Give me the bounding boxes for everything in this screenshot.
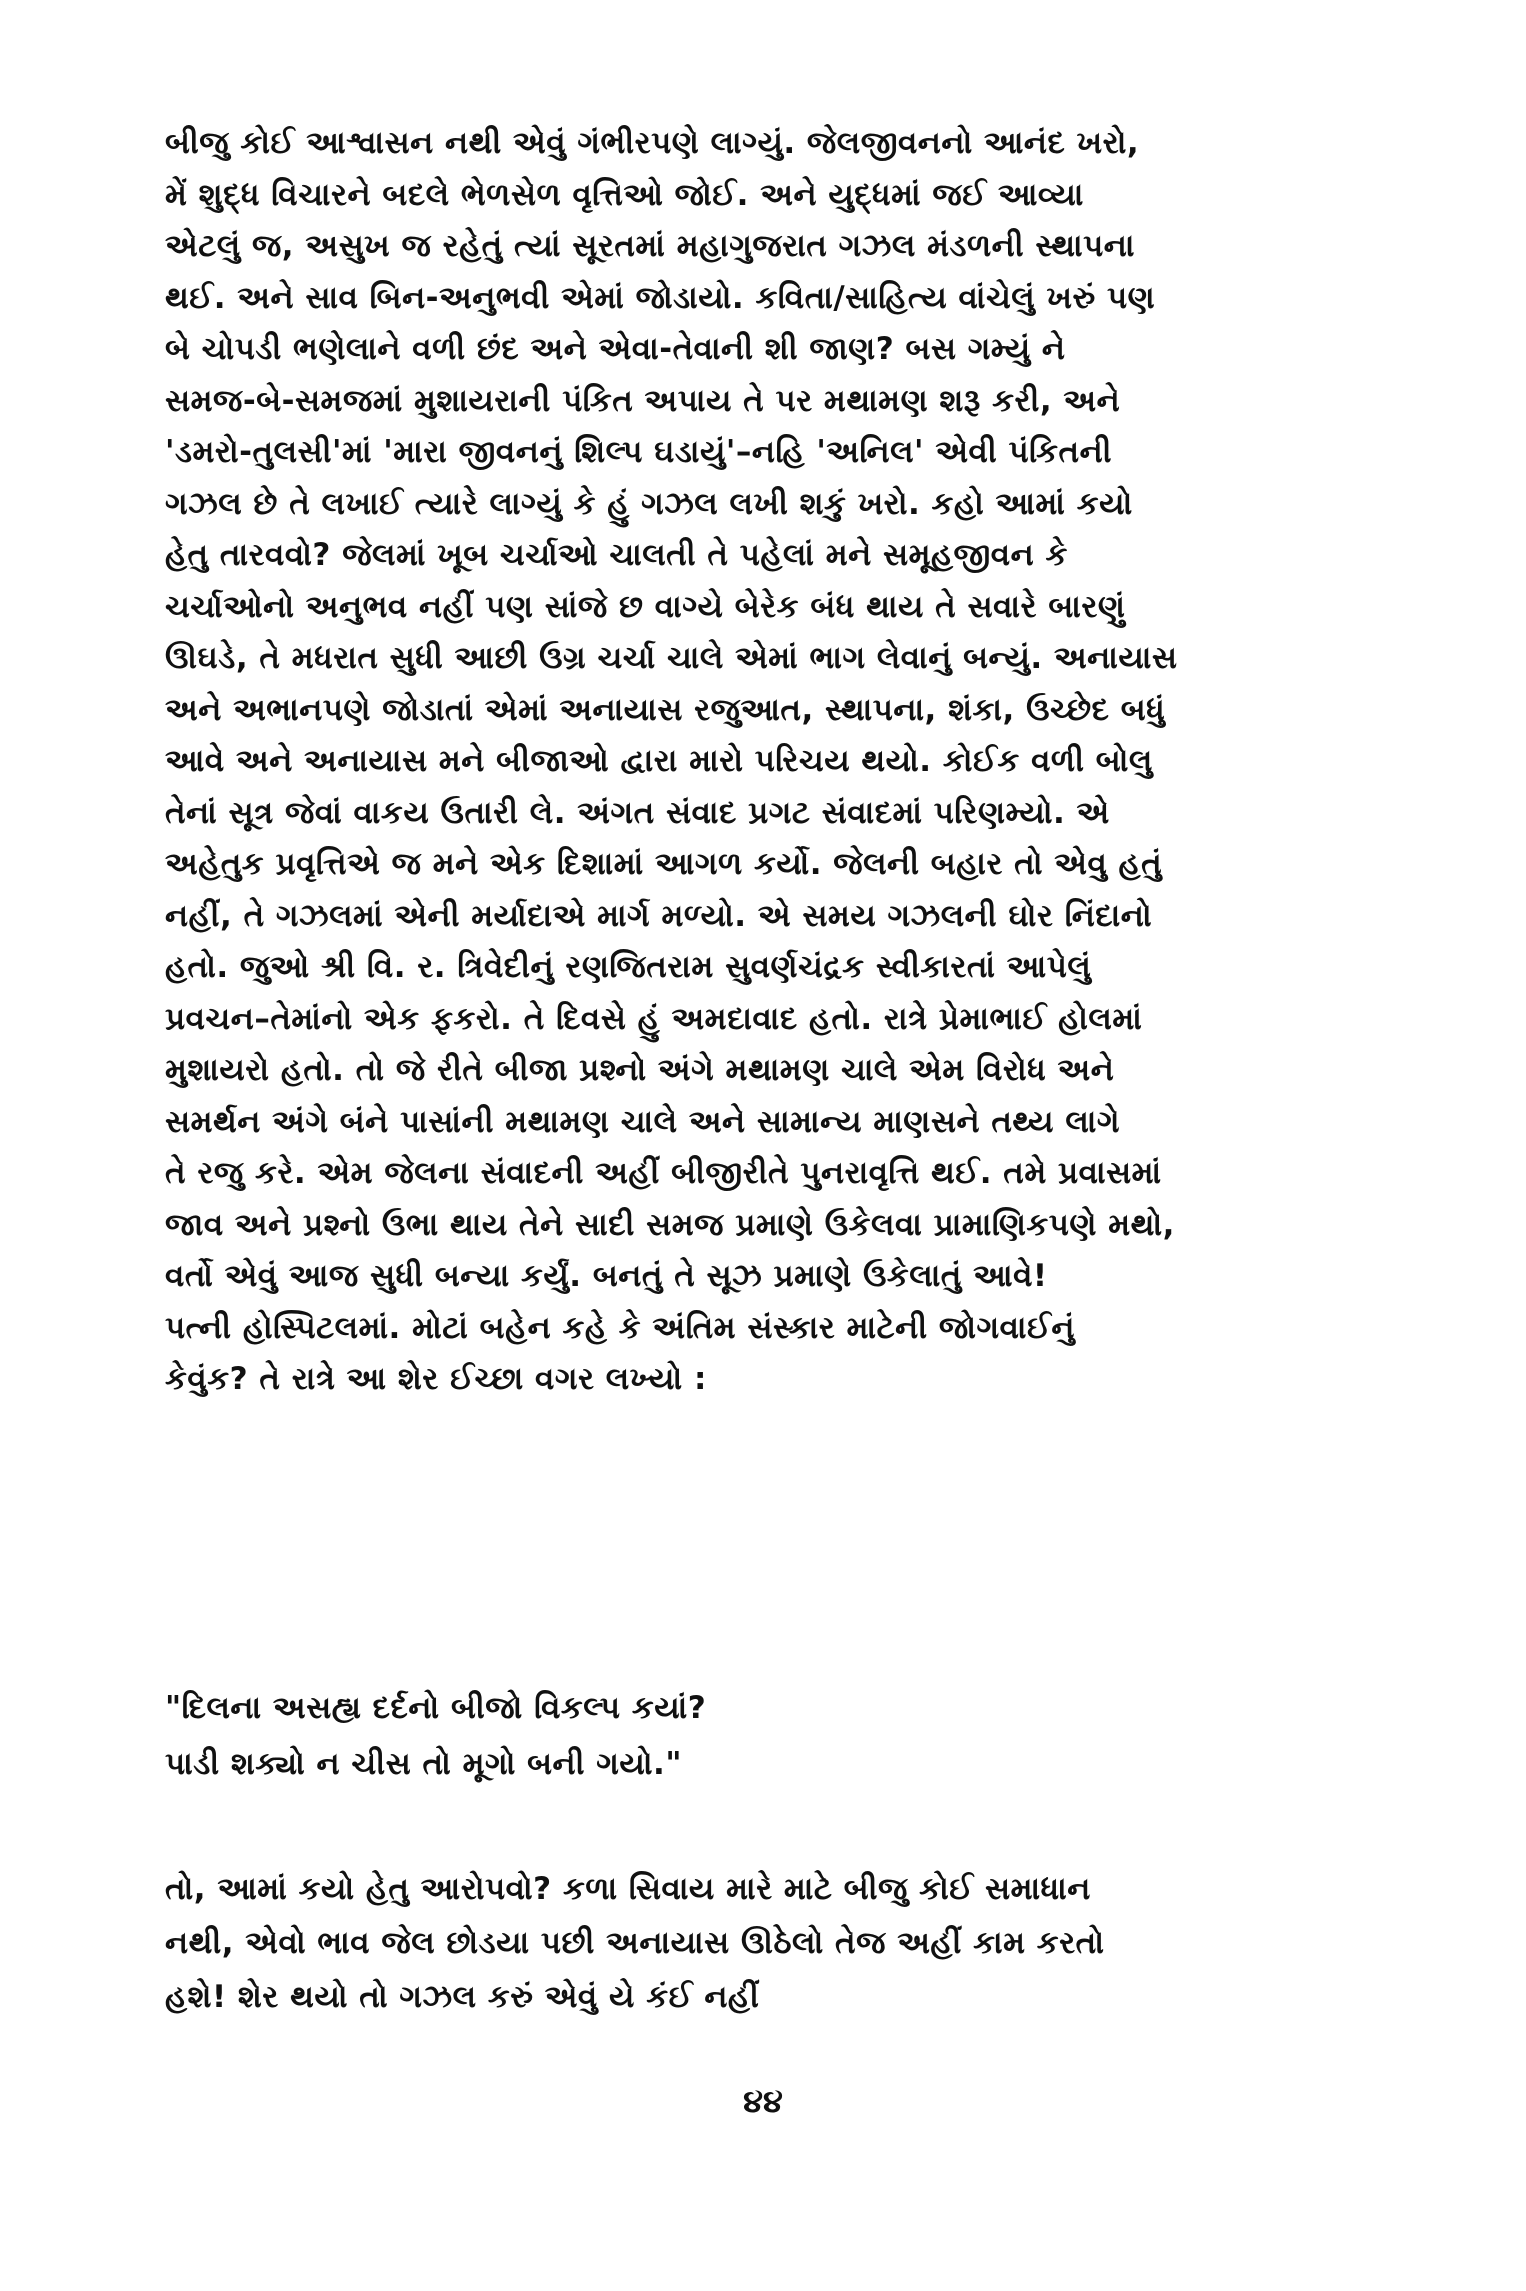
text-line: કેવુંક? તે રાત્રે આ શેર ઈચ્છા વગર લખ્યો : bbox=[165, 1361, 707, 1397]
text-line: નહીં, તે ગઝલમાં એની મર્યાદાએ માર્ગ મળ્યો. એ સમય ગઝલની ઘોર નિંદાનો bbox=[165, 897, 1153, 934]
text-line: તેનાં સૂત્ર જેવાં વાકય ઉતારી લે. અંગત સંવાદ પ્રગટ સંવાદમાં પરિણમ્યો. એ bbox=[165, 794, 1110, 831]
text-line: તે રજુ કરે. એમ જેલના સંવાદની અહીં બીજીરીતે પુનરાવૃત્તિ થઈ. તમે પ્રવાસમાં bbox=[165, 1155, 1162, 1191]
text-line: ઊઘડે, તે મધરાત સુધી આછી ઉગ્ર ચર્ચા ચાલે એમાં ભાગ લેવાનું બન્યું. અનાયાસ bbox=[165, 640, 1178, 676]
text-line: થઈ. અને સાવ બિન-અનુભવી એમાં જોડાયો. કવિતા/સાહિત્ય વાંચેલું ખરું પણ bbox=[165, 279, 1156, 316]
text-line: અને અભાનપણે જોડાતાં એમાં અનાયાસ રજુઆત, સ્થાપના, શંકા, ઉચ્છેદ બધું bbox=[165, 691, 1166, 728]
text-line: પત્ની હોસ્પિટલમાં. મોટાં બહેન કહે કે અંતિમ સંસ્કાર માટેની જોગવાઈનું bbox=[165, 1309, 1076, 1346]
verse-line: "દિલના અસહ્ય દર્દનો બીજો વિકલ્પ કયાં? bbox=[165, 1690, 707, 1726]
quoted-verse bbox=[165, 1680, 1365, 1792]
text-line: પ્રવચન–તેમાંનો એક ફકરો. તે દિવસે હું અમદાવાદ હતો. રાત્રે પ્રેમાભાઈ હોલમાં bbox=[165, 1000, 1143, 1037]
page-number: ૪૪ bbox=[743, 2082, 783, 2120]
text-line: 'ડમરો-તુલસી'માં 'મારા જીવનનું શિલ્પ ઘડાયું'–નહિ 'અનિલ' એવી પંકિતની bbox=[165, 434, 1113, 470]
text-line: નથી, એવો ભાવ જેલ છોડયા પછી અનાયાસ ઊઠેલો તેજ અહીં કામ કરતો bbox=[165, 1925, 1105, 1961]
text-line: એટલું જ, અસુખ જ રહેતું ત્યાં સૂરતમાં મહાગુજરાત ગઝલ મંડળની સ્થાપના bbox=[165, 228, 1135, 264]
text-line: વર્તો એવું આજ સુધી બન્યા કર્યું. બનતું તે સૂઝ પ્રમાણે ઉકેલાતું આવે! bbox=[165, 1258, 1048, 1294]
text-line: અહેતુક પ્રવૃત્તિએ જ મને એક દિશામાં આગળ કર્યો. જેલની બહાર તો એવુ હતું bbox=[165, 846, 1163, 882]
text-line: ગઝલ છે તે લખાઈ ત્યારે લાગ્યું કે હું ગઝલ લખી શકું ખરો. કહો આમાં કયો bbox=[165, 485, 1133, 522]
text-line: હશે! શેર થયો તો ગઝલ કરું એવું યે કંઈ નહીં bbox=[165, 1979, 760, 2015]
text-line: સમજ-બે-સમજમાં મુશાયરાની પંકિત અપાય તે પર મથામણ શરૂ કરી, અને bbox=[165, 382, 1121, 419]
closing-paragraph bbox=[165, 1862, 1365, 2024]
text-line: સમર્થન અંગે બંને પાસાંની મથામણ ચાલે અને સામાન્ય માણસને તથ્ય લાગે bbox=[165, 1103, 1120, 1140]
text-line: હેતુ તારવવો? જેલમાં ખૂબ ચર્ચાઓ ચાલતી તે પહેલાં મને સમૂહજીવન કે bbox=[165, 537, 1068, 573]
body-paragraph bbox=[165, 118, 1365, 1406]
text-line: મુશાયરો હતો. તો જે રીતે બીજા પ્રશ્નો અંગે મથામણ ચાલે એમ વિરોધ અને bbox=[165, 1052, 1115, 1088]
text-line: તો, આમાં કયો હેતુ આરોપવો? કળા સિવાય મારે માટે બીજુ કોઈ સમાધાન bbox=[165, 1871, 1091, 1907]
text-line: મેં શુદ્ધ વિચારને બદલે ભેળસેળ વૃત્તિઓ જોઈ. અને યુદ્ધમાં જઈ આવ્યા bbox=[165, 176, 1084, 213]
text-line: હતો. જુઓ શ્રી વિ. ર. ત્રિવેદીનું રણજિતરામ સુવર્ણચંદ્રક સ્વીકારતાં આપેલું bbox=[165, 949, 1092, 985]
text-line: જાવ અને પ્રશ્નો ઉભા થાય તેને સાદી સમજ પ્રમાણે ઉકેલવા પ્રામાણિકપણે મથો, bbox=[165, 1206, 1175, 1243]
text-line: આવે અને અનાયાસ મને બીજાઓ દ્વારા મારો પરિચય થયો. કોઈક વળી બોલુ bbox=[165, 743, 1153, 779]
text-line: ચર્ચાઓનો અનુભવ નહીં પણ સાંજે છ વાગ્યે બેરેક બંધ થાય તે સવારે બારણું bbox=[165, 588, 1126, 625]
text-line: બીજુ કોઈ આશ્વાસન નથી એવું ગંભીરપણે લાગ્યું. જેલજીવનનો આનંદ ખરો, bbox=[165, 125, 1140, 161]
verse-line: પાડી શક્યો ન ચીસ તો મૂગો બની ગયો." bbox=[165, 1746, 682, 1782]
text-line: બે ચોપડી ભણેલાને વળી છંદ અને એવા-તેવાની શી જાણ? બસ ગમ્યું ને bbox=[165, 331, 1066, 367]
